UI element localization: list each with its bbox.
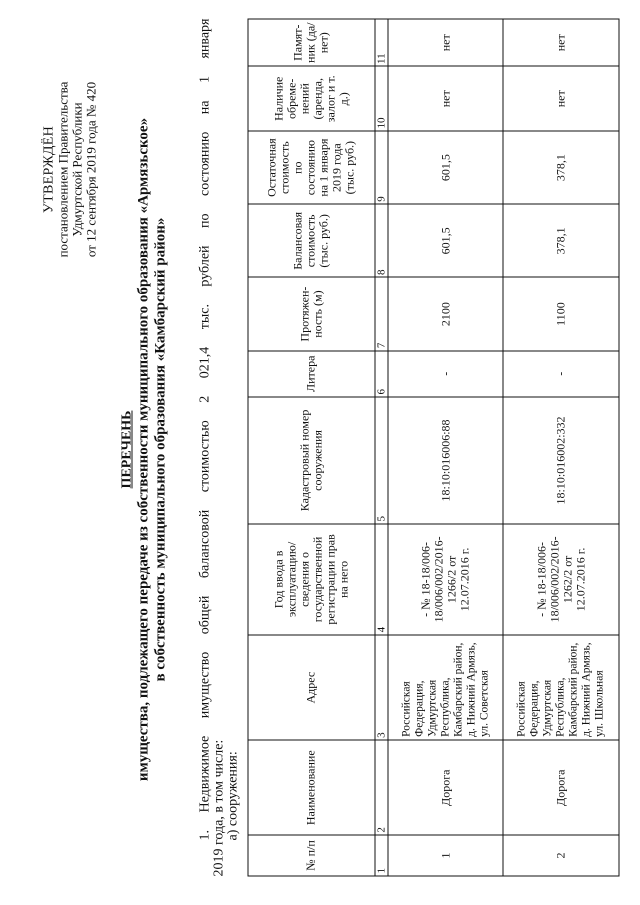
document-title: ПЕРЕЧЕНЬ: [119, 410, 135, 489]
column-number-row: [375, 19, 388, 876]
table-header-cell: Памят- ник (да/ нет): [248, 19, 375, 66]
table-header-row: [248, 19, 375, 876]
table-header-cell: Остаточная стоимость по состоянию на 1 января 2019 года (тыс. руб.): [248, 131, 375, 204]
approval-line: постановлением Правительства: [55, 81, 71, 258]
intro-line: а) сооружения:: [225, 751, 241, 841]
row-number: 1: [388, 835, 504, 876]
column-number: 6: [375, 351, 388, 397]
row-address: Российская Федерация, Удмуртская Республика, Камбарский район, д. Нижний Армязь, ул. Школьная: [503, 635, 619, 741]
row-registration: - № 18-18/006- 18/006/002/2016- 1266/2 от 12.07.2016 г.: [388, 524, 504, 635]
document-content: [1, 0, 640, 905]
approval-line: Удмуртской Республики: [69, 102, 85, 237]
row-litera: -: [503, 351, 619, 397]
column-number: 7: [375, 277, 388, 350]
row-address: Российская Федерация, Удмуртская Республика, Камбарский район, д. Нижний Армязь, ул. Советская: [388, 635, 504, 741]
row-residual: 601,5: [388, 131, 504, 204]
table-header-cell: Год ввода в эксплуатацию/ сведения о государственной регистрации прав на него: [248, 524, 375, 635]
row-monument: нет: [503, 19, 619, 66]
table-header-cell: Наличие обреме- нений (аренда, залог и т. д.): [248, 66, 375, 131]
table-header-cell: № п/п: [248, 835, 375, 876]
row-cadastral: 18:10:016002:332: [503, 397, 619, 524]
document-heading: [119, 25, 170, 875]
row-length: 1100: [503, 277, 619, 350]
table-header-cell: Кадастровый номер сооружения: [248, 397, 375, 524]
heading-line: имущества, подлежащего передаче из собственности муниципального образования «Армязьское»: [135, 117, 152, 782]
column-number: 11: [375, 19, 388, 66]
approval-block: [43, 20, 99, 320]
heading-line: в собственность муниципального образования «Камбарский район»: [152, 217, 169, 682]
column-number: 5: [375, 397, 388, 524]
column-number: 8: [375, 204, 388, 277]
table-header-cell: Балансовая стоимость (тыс. руб.): [248, 204, 375, 277]
table-row: [503, 19, 619, 876]
intro-line: 2019 года, в том числе:: [211, 739, 227, 877]
row-balance: 378,1: [503, 204, 619, 277]
row-monument: нет: [388, 19, 504, 66]
table-header-cell: Адрес: [248, 635, 375, 741]
approval-title: УТВЕРЖДЁН: [41, 125, 57, 214]
row-litera: -: [388, 351, 504, 397]
intro-line: 1. Недвижимое имущество общей балансовой стоимостью 2 021,4 тыс. рублей по состоянию на 1 января: [197, 18, 213, 841]
table-row: [388, 19, 504, 876]
column-number: 1: [375, 835, 388, 876]
rotated-page: [1, 0, 640, 905]
column-number: 2: [375, 740, 388, 835]
table-header-cell: Протяжен- ность (м): [248, 277, 375, 350]
row-length: 2100: [388, 277, 504, 350]
row-name: Дорога: [503, 740, 619, 835]
approval-line: от 12 сентября 2019 года № 420: [83, 81, 99, 258]
table-header-cell: Литера: [248, 351, 375, 397]
row-registration: - № 18-18/006- 18/006/002/2016- 1262/2 от 12.07.2016 г.: [503, 524, 619, 635]
column-number: 10: [375, 66, 388, 131]
row-balance: 601,5: [388, 204, 504, 277]
property-table: [248, 19, 620, 877]
row-number: 2: [503, 835, 619, 876]
row-encumbrance: нет: [503, 66, 619, 131]
column-number: 4: [375, 524, 388, 635]
column-number: 3: [375, 635, 388, 741]
row-name: Дорога: [388, 740, 504, 835]
row-residual: 378,1: [503, 131, 619, 204]
row-encumbrance: нет: [388, 66, 504, 131]
intro-paragraph: [199, 19, 241, 877]
column-number: 9: [375, 131, 388, 204]
row-cadastral: 18:10:016006:88: [388, 397, 504, 524]
table-header-cell: Наименование: [248, 740, 375, 835]
